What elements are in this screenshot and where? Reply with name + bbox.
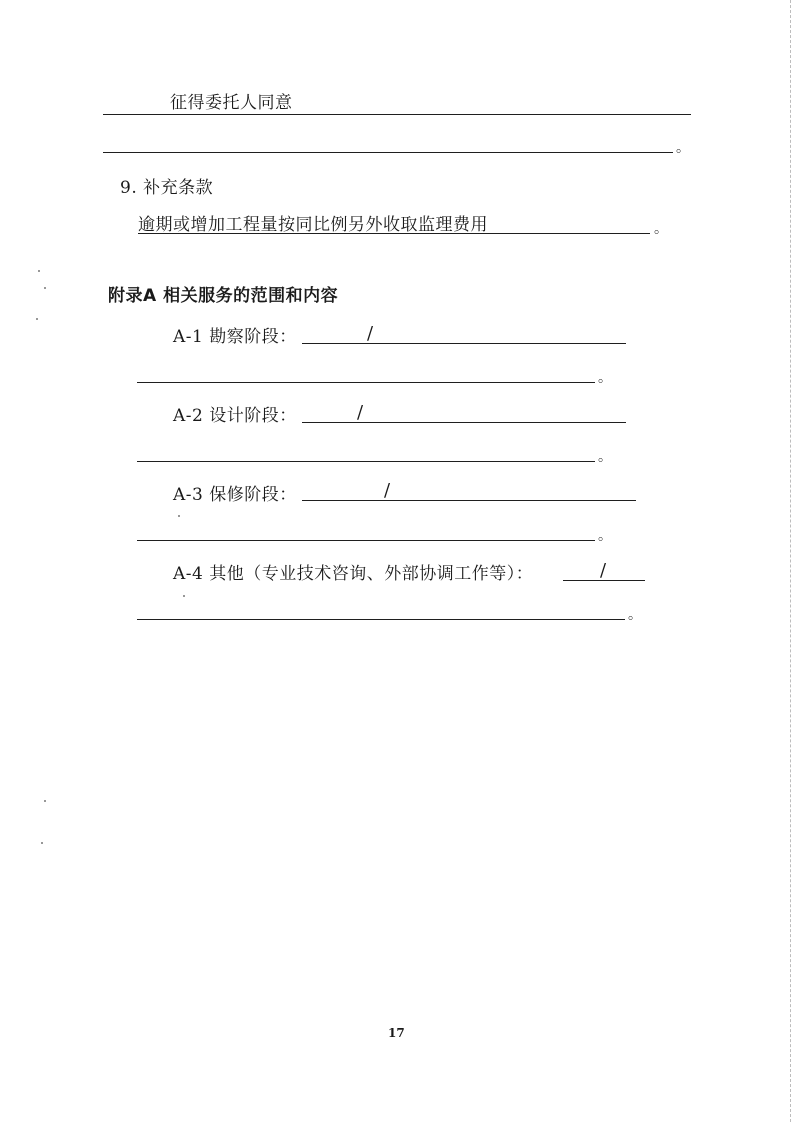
fill-line xyxy=(103,114,691,115)
fill-line xyxy=(302,422,626,423)
scan-speck xyxy=(41,842,43,844)
clause8-continued-text: 征得委托人同意 xyxy=(170,93,293,113)
scan-speck xyxy=(44,287,46,289)
clause9-heading: 9. 补充条款 xyxy=(120,178,214,198)
clause9-text: 逾期或增加工程量按同比例另外收取监理费用 xyxy=(138,215,488,235)
fill-line xyxy=(137,461,595,462)
end-period: 。 xyxy=(598,449,612,465)
scan-speck xyxy=(36,318,38,320)
end-period: 。 xyxy=(598,370,612,386)
appendix-item-label: A-2 设计阶段： xyxy=(173,406,297,426)
end-period: 。 xyxy=(598,528,612,544)
scan-speck xyxy=(183,595,185,597)
fill-value: / xyxy=(367,323,374,344)
fill-line xyxy=(137,382,595,383)
appendix-item-label: A-1 勘察阶段： xyxy=(173,327,297,347)
appendix-item-label: A-4 其他（专业技术咨询、外部协调工作等）： xyxy=(173,564,534,584)
end-period: 。 xyxy=(628,607,642,623)
scan-speck xyxy=(44,800,46,802)
scan-edge xyxy=(789,0,791,1122)
fill-line xyxy=(302,500,636,501)
fill-line xyxy=(302,343,626,344)
end-period: 。 xyxy=(676,140,690,156)
page-number: 17 xyxy=(388,1026,405,1040)
scan-speck xyxy=(38,270,40,272)
fill-line xyxy=(137,619,625,620)
fill-value: / xyxy=(600,560,607,581)
scan-speck xyxy=(178,515,180,517)
fill-line xyxy=(103,152,673,153)
appendix-title: 附录A 相关服务的范围和内容 xyxy=(108,286,339,306)
fill-value: / xyxy=(357,402,364,423)
appendix-item-label: A-3 保修阶段： xyxy=(173,485,297,505)
fill-line xyxy=(137,540,595,541)
fill-value: / xyxy=(384,480,391,501)
fill-line xyxy=(138,233,650,234)
end-period: 。 xyxy=(654,221,668,237)
